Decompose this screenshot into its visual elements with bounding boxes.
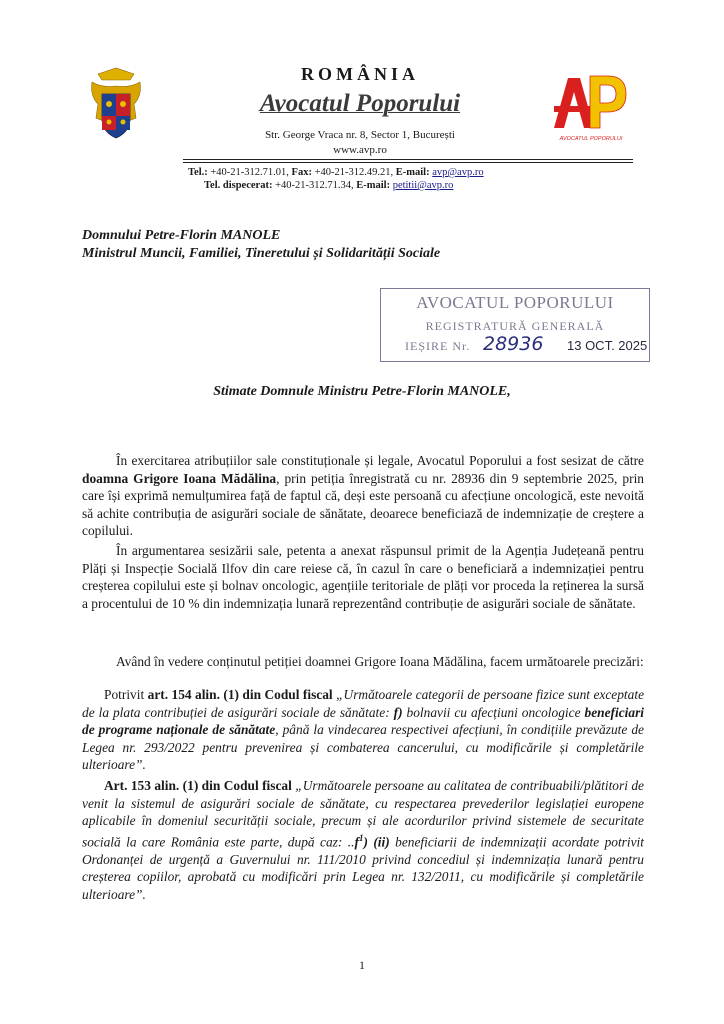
p5-quote-b: beneficiarii de indemnizații acordate potrivit Ordonanței de urgență a Guvernului nr. 111/2010 privind concediul și indemnizația lunară pentru creșterea copiilor, aprobată cu modificări prin Legea nr. 132/2011, cu modificările și completările ulterioare”. bbox=[82, 834, 644, 903]
paragraph-1 bbox=[82, 452, 644, 540]
fax-value: +40-21-312.49.21, bbox=[314, 167, 396, 178]
p5-subpoint: ) (ii) bbox=[363, 834, 390, 850]
p1-petitioner: doamna Grigore Ioana Mădălina bbox=[82, 470, 277, 486]
p5-letter: f bbox=[354, 834, 359, 850]
email-label-2: E-mail: bbox=[356, 180, 393, 191]
dispatcher-label: Tel. dispecerat: bbox=[204, 180, 273, 191]
tel-label: Tel.: bbox=[188, 167, 208, 178]
logo-caption: AVOCATUL POPORULUI bbox=[559, 136, 623, 142]
p4-quote-a: „Următoarele categorii de persoane fizice sunt exceptate de la plata contribuției de asigurări sociale de sănătate: bbox=[82, 687, 645, 720]
p4-text-a: Potrivit bbox=[104, 687, 148, 702]
institution-heading: Avocatul Poporului bbox=[259, 90, 461, 117]
p5-quote-a: „Următoarele persoane au calitatea de contribuabili/plătitori de venit la sistemul de asigurări sociale de sănătate, cu respectarea prevederilor legislației europene aplicabile în domeniul securității sociale, precum și ale acordurilor privind sistemele de securitate socială la care România este parte, după caz: .. bbox=[82, 778, 644, 850]
p5-superscript: 1 bbox=[358, 832, 364, 843]
stamp-registry: REGISTRATURĂ GENERALĂ bbox=[425, 319, 605, 333]
recipient-name: Domnului Petre-Florin MANOLE bbox=[82, 228, 281, 243]
p4-quote-b: bolnavii cu afecțiuni oncologice bbox=[402, 704, 585, 720]
paragraph-4 bbox=[82, 686, 644, 774]
stamp-number: 28936 bbox=[483, 333, 544, 355]
p4-letter: f) bbox=[393, 704, 403, 720]
email-label: E-mail: bbox=[395, 167, 433, 178]
fax-label: Fax: bbox=[291, 167, 312, 178]
avp-logo-icon bbox=[550, 66, 632, 146]
recipient-title: Ministrul Muncii, Familiei, Tineretului și Solidarității Sociale bbox=[82, 246, 441, 261]
p4-article: art. 154 alin. (1) din Codul fiscal bbox=[147, 687, 333, 702]
header-divider-thin bbox=[183, 162, 633, 163]
paragraph-2 bbox=[82, 542, 644, 612]
contact-line-1 bbox=[188, 167, 484, 178]
p2-text: În argumentarea sesizării sale, petenta a anexat răspunsul primit de la Agenția Județeană pentru Plăți și Inspecție Socială Ilfov din care reiese că, în cazul în care o beneficiară a indemnizației pentru creșterea copilului este și bolnav oncologic, agențiile teritoriale de plăți vor proceda la reținerea la sursă a procentului de 10 % din indemnizația lunară reprezentând contribuție de asigurări sociale de sănătate. bbox=[82, 543, 644, 611]
p4-emphasis: beneficiari de programe naționale de sănătate bbox=[82, 704, 644, 738]
website-link[interactable]: www.avp.ro bbox=[333, 144, 387, 156]
contact-line-2 bbox=[204, 180, 453, 191]
romania-coat-of-arms-icon bbox=[86, 66, 146, 146]
stamp-date: 13 OCT. 2025 bbox=[567, 338, 648, 353]
country-heading: ROMÂNIA bbox=[301, 64, 419, 84]
institution-address: Str. George Vraca nr. 8, Sector 1, București bbox=[265, 129, 455, 141]
stamp-institution: AVOCATUL POPORULUI bbox=[416, 293, 614, 312]
dispatcher-value: +40-21-312.71.34, bbox=[272, 180, 357, 191]
p1-text-a: În exercitarea atribuțiilor sale constituționale și legale, Avocatul Poporului a fost sesizat de către bbox=[116, 453, 644, 468]
stamp-exit-label: IEȘIRE Nr. bbox=[405, 339, 471, 353]
p5-article: Art. 153 alin. (1) din Codul fiscal bbox=[104, 778, 292, 793]
email-link-petitii[interactable]: petitii@avp.ro bbox=[392, 180, 454, 191]
p1-text-c: , prin petiția înregistrată cu nr. 28936 din 9 septembrie 2025, prin care își exprimă nemulțumirea față de faptul că, deși este persoană cu afecțiune oncologică, este nevoită să achite contribuția de asigurări sociale de sănătate, deoarece beneficiază de indemnizație de creștere a copilului. bbox=[82, 470, 644, 539]
header-divider bbox=[183, 159, 633, 160]
email-link-avp[interactable]: avp@avp.ro bbox=[432, 167, 484, 178]
paragraph-3 bbox=[82, 653, 644, 671]
tel-value: +40-21-312.71.01, bbox=[210, 167, 292, 178]
page-number: 1 bbox=[359, 958, 365, 972]
p4-quote-c: , până la vindecarea respectivei afecțiuni, în condițiile prevăzute de Legea nr. 293/2022 pentru prevenirea și combaterea cancerului, cu modificările și completările ulterioare”. bbox=[82, 722, 644, 773]
paragraph-5 bbox=[82, 777, 644, 904]
registration-stamp bbox=[380, 288, 650, 362]
p3-text: Având în vedere conținutul petiției doamnei Grigore Ioana Mădălina, facem următoarele precizări: bbox=[116, 654, 644, 669]
salutation: Stimate Domnule Ministru Petre-Florin MANOLE, bbox=[213, 384, 511, 399]
